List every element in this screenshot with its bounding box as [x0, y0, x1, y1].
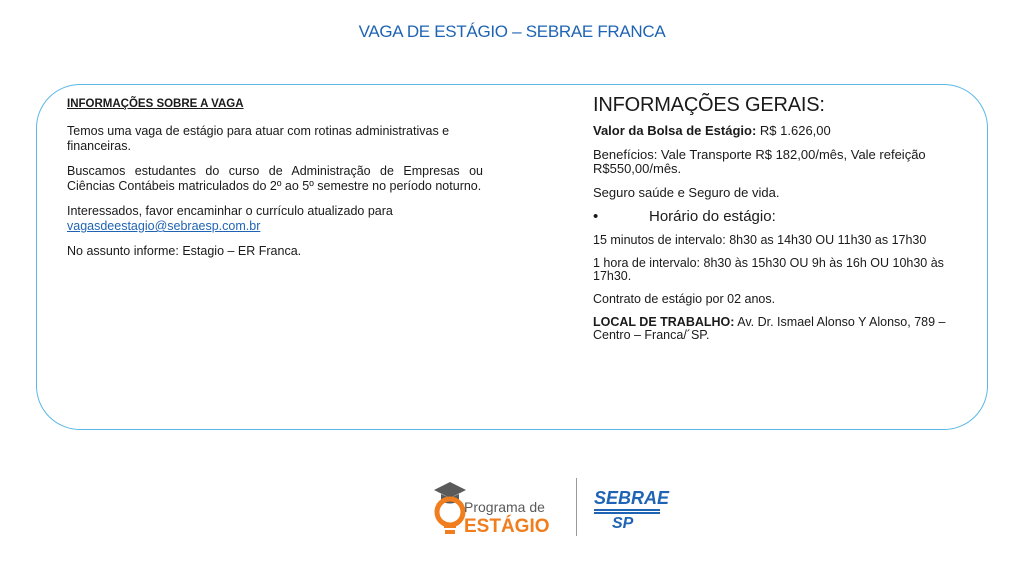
bolsa-label: Valor da Bolsa de Estágio:	[593, 123, 757, 138]
horario-heading	[593, 210, 953, 224]
horario-option-1: 15 minutos de intervalo: 8h30 as 14h30 OU 11h30 as 17h30	[593, 233, 927, 247]
local-value: Av. Dr. Ismael Alonso Y Alonso, 789 – Centro – Franca/´SP.	[593, 315, 946, 342]
vaga-subject-note: No assunto informe: Estagio – ER Franca.	[67, 244, 302, 258]
general-info-section	[593, 94, 953, 352]
estagio-text: ESTÁGIO	[464, 516, 550, 537]
vaga-info-section	[67, 97, 483, 269]
bullet-icon: •	[593, 208, 599, 225]
contrato-text: Contrato de estágio por 02 anos.	[593, 292, 776, 306]
footer-logos	[430, 474, 690, 544]
sebrae-sp-logo	[594, 488, 674, 538]
general-info-title: INFORMAÇÕES GERAIS:	[593, 94, 825, 116]
email-link[interactable]: vagasdeestagio@sebraesp.com.br	[67, 219, 261, 233]
graduation-cap-icon	[434, 482, 466, 498]
contact-text: Interessados, favor encaminhar o currículo atualizado para	[67, 204, 393, 218]
seguro-text: Seguro saúde e Seguro de vida.	[593, 185, 780, 200]
local-trabalho	[593, 316, 953, 342]
page-title: VAGA DE ESTÁGIO – SEBRAE FRANCA	[358, 22, 666, 41]
horario-option-2: 1 hora de intervalo: 8h30 às 15h30 OU 9h às 16h OU 10h30 às 17h30.	[593, 256, 944, 283]
horario-title: Horário do estágio:	[649, 208, 776, 225]
local-label: LOCAL DE TRABALHO:	[593, 315, 735, 329]
bolsa-value: R$ 1.626,00	[759, 123, 831, 138]
bolsa-row	[593, 124, 953, 138]
sebrae-text: SEBRAE	[594, 488, 670, 508]
vaga-info-heading: INFORMAÇÕES SOBRE A VAGA	[67, 98, 244, 110]
logo-divider	[576, 478, 577, 536]
programa-text: Programa de	[464, 499, 545, 515]
sp-text: SP	[612, 515, 634, 532]
vaga-description: Temos uma vaga de estágio para atuar com rotinas administrativas e financeiras.	[67, 124, 450, 153]
programa-estagio-logo	[430, 474, 560, 538]
vaga-requirements: Buscamos estudantes do curso de Administração de Empresas ou Ciências Contábeis matriculados do 2º ao 5º semestre no período noturno.	[67, 164, 483, 193]
vaga-contact	[67, 204, 483, 234]
beneficios-text: Benefícios: Vale Transporte R$ 182,00/mês, Vale refeição R$550,00/mês.	[593, 147, 926, 176]
